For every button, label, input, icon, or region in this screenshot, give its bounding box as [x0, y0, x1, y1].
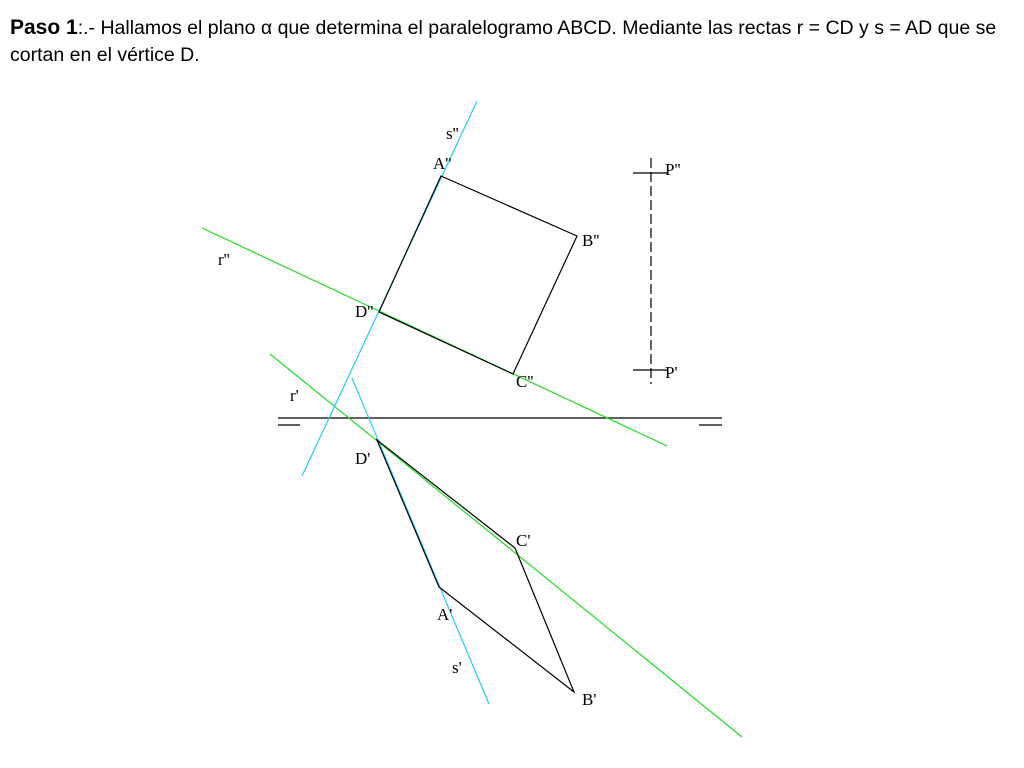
step-title: Paso 1: [10, 16, 78, 39]
label-c-vertical: C'': [516, 372, 534, 391]
label-a-vertical: A'': [433, 154, 452, 173]
label-b-horizontal: B': [582, 690, 597, 709]
line-r-vertical-projection: [202, 228, 667, 446]
label-p-vertical: P'': [665, 160, 681, 179]
label-p-horizontal: P': [665, 363, 678, 382]
label-d-horizontal: D': [355, 449, 371, 468]
label-r-horizontal: r': [290, 386, 299, 405]
line-s-horizontal-projection: [352, 378, 489, 704]
label-c-horizontal: C': [516, 531, 531, 550]
label-s-horizontal: s': [452, 658, 462, 677]
label-d-vertical: D'': [355, 302, 374, 321]
parallelogram-horizontal-projection: [377, 440, 574, 692]
step-description: :.- Hallamos el plano α que determina el paralelogramo ABCD. Mediante las rectas r = CD y s = AD que se cortan en el vértice D.: [10, 17, 997, 66]
label-b-vertical: B'': [582, 231, 600, 250]
label-r-vertical: r'': [218, 250, 230, 269]
parallelogram-vertical-projection: [379, 176, 577, 374]
line-r-horizontal-projection: [270, 354, 742, 737]
label-s-vertical: s'': [446, 124, 459, 143]
label-a-horizontal: A': [437, 605, 453, 624]
